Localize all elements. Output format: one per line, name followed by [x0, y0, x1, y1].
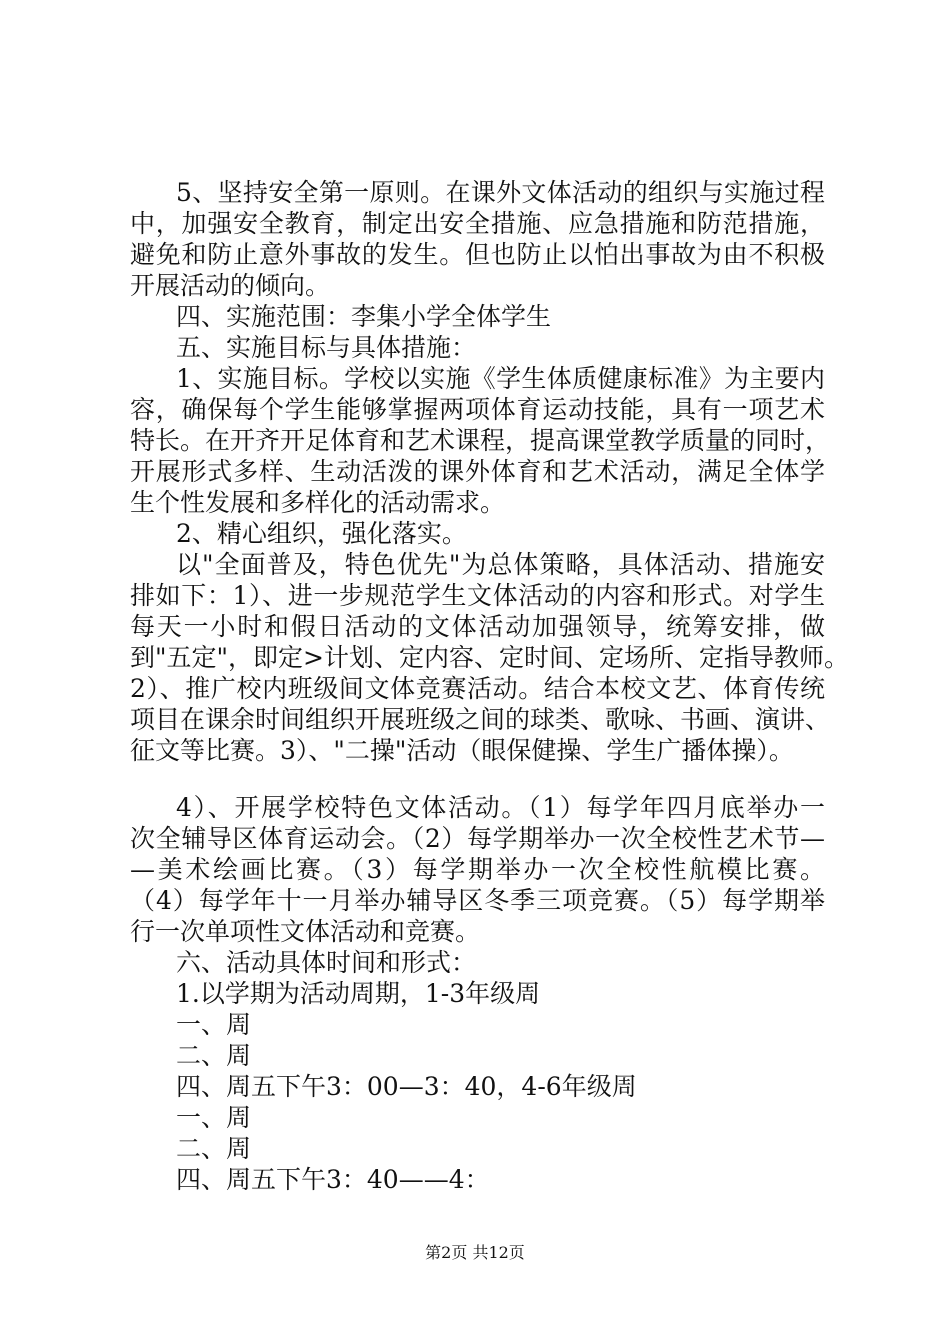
paragraph-line: 到"五定"，即定>计划、定内容、定时间、定场所、定指导教师。	[130, 643, 849, 672]
paragraph-line: 次全辅导区体育运动会。（2）每学期举办一次全校性艺术节—	[130, 824, 825, 853]
paragraph-line: 生个性发展和多样化的活动需求。	[130, 488, 506, 517]
paragraph-line: 以"全面普及，特色优先"为总体策略，具体活动、措施安	[176, 550, 825, 579]
paragraph-line: 特长。在开齐开足体育和艺术课程，提高课堂教学质量的同时，	[130, 426, 831, 455]
section-heading: 四、实施范围：李集小学全体学生	[176, 302, 552, 331]
schedule-line: 1.以学期为活动周期，1-3年级周	[176, 979, 541, 1008]
section-heading: 六、活动具体时间和形式：	[176, 948, 477, 977]
schedule-line: 四、周五下午3：40——4：	[176, 1165, 490, 1194]
paragraph-line: 避免和防止意外事故的发生。但也防止以怕出事故为由不积极	[130, 240, 825, 269]
paragraph-line: 2、精心组织，强化落实。	[176, 519, 467, 548]
paragraph-line: 排如下：1）、进一步规范学生文体活动的内容和形式。对学生	[130, 581, 825, 610]
page-footer: 第2页 共12页	[425, 1243, 525, 1262]
schedule-line: 二、周	[176, 1134, 252, 1163]
paragraph-line: 开展形式多样、生动活泼的课外体育和艺术活动，满足全体学	[130, 457, 825, 486]
paragraph-line: （4）每学年十一月举办辅导区冬季三项竞赛。（5）每学期举	[130, 886, 825, 915]
section-heading: 五、实施目标与具体措施：	[176, 333, 477, 362]
paragraph-line: —美术绘画比赛。（3）每学期举办一次全校性航模比赛。	[130, 855, 825, 884]
paragraph-line: 项目在课余时间组织开展班级之间的球类、歌咏、书画、演讲、	[130, 705, 831, 734]
schedule-line: 四、周五下午3：00—3：40，4-6年级周	[176, 1072, 637, 1101]
paragraph-line: 容，确保每个学生能够掌握两项体育运动技能，具有一项艺术	[130, 395, 825, 424]
paragraph-line: 开展活动的倾向。	[130, 271, 331, 300]
schedule-line: 二、周	[176, 1041, 252, 1070]
paragraph-line: 征文等比赛。3）、"二操"活动（眼保健操、学生广播体操）。	[130, 736, 794, 765]
schedule-line: 一、周	[176, 1103, 252, 1132]
schedule-line: 一、周	[176, 1010, 252, 1039]
paragraph-line: 4）、开展学校特色文体活动。（1）每学年四月底举办一	[176, 793, 825, 822]
paragraph-line: 每天一小时和假日活动的文体活动加强领导，统筹安排，做	[130, 612, 825, 641]
paragraph-line: 行一次单项性文体活动和竞赛。	[130, 917, 481, 946]
paragraph-line: 2）、推广校内班级间文体竞赛活动。结合本校文艺、体育传统	[130, 674, 825, 703]
paragraph-line: 5、坚持安全第一原则。在课外文体活动的组织与实施过程	[176, 178, 825, 207]
paragraph-line: 中，加强安全教育，制定出安全措施、应急措施和防范措施，	[130, 209, 825, 238]
paragraph-line: 1、实施目标。学校以实施《学生体质健康标准》为主要内	[176, 364, 825, 393]
